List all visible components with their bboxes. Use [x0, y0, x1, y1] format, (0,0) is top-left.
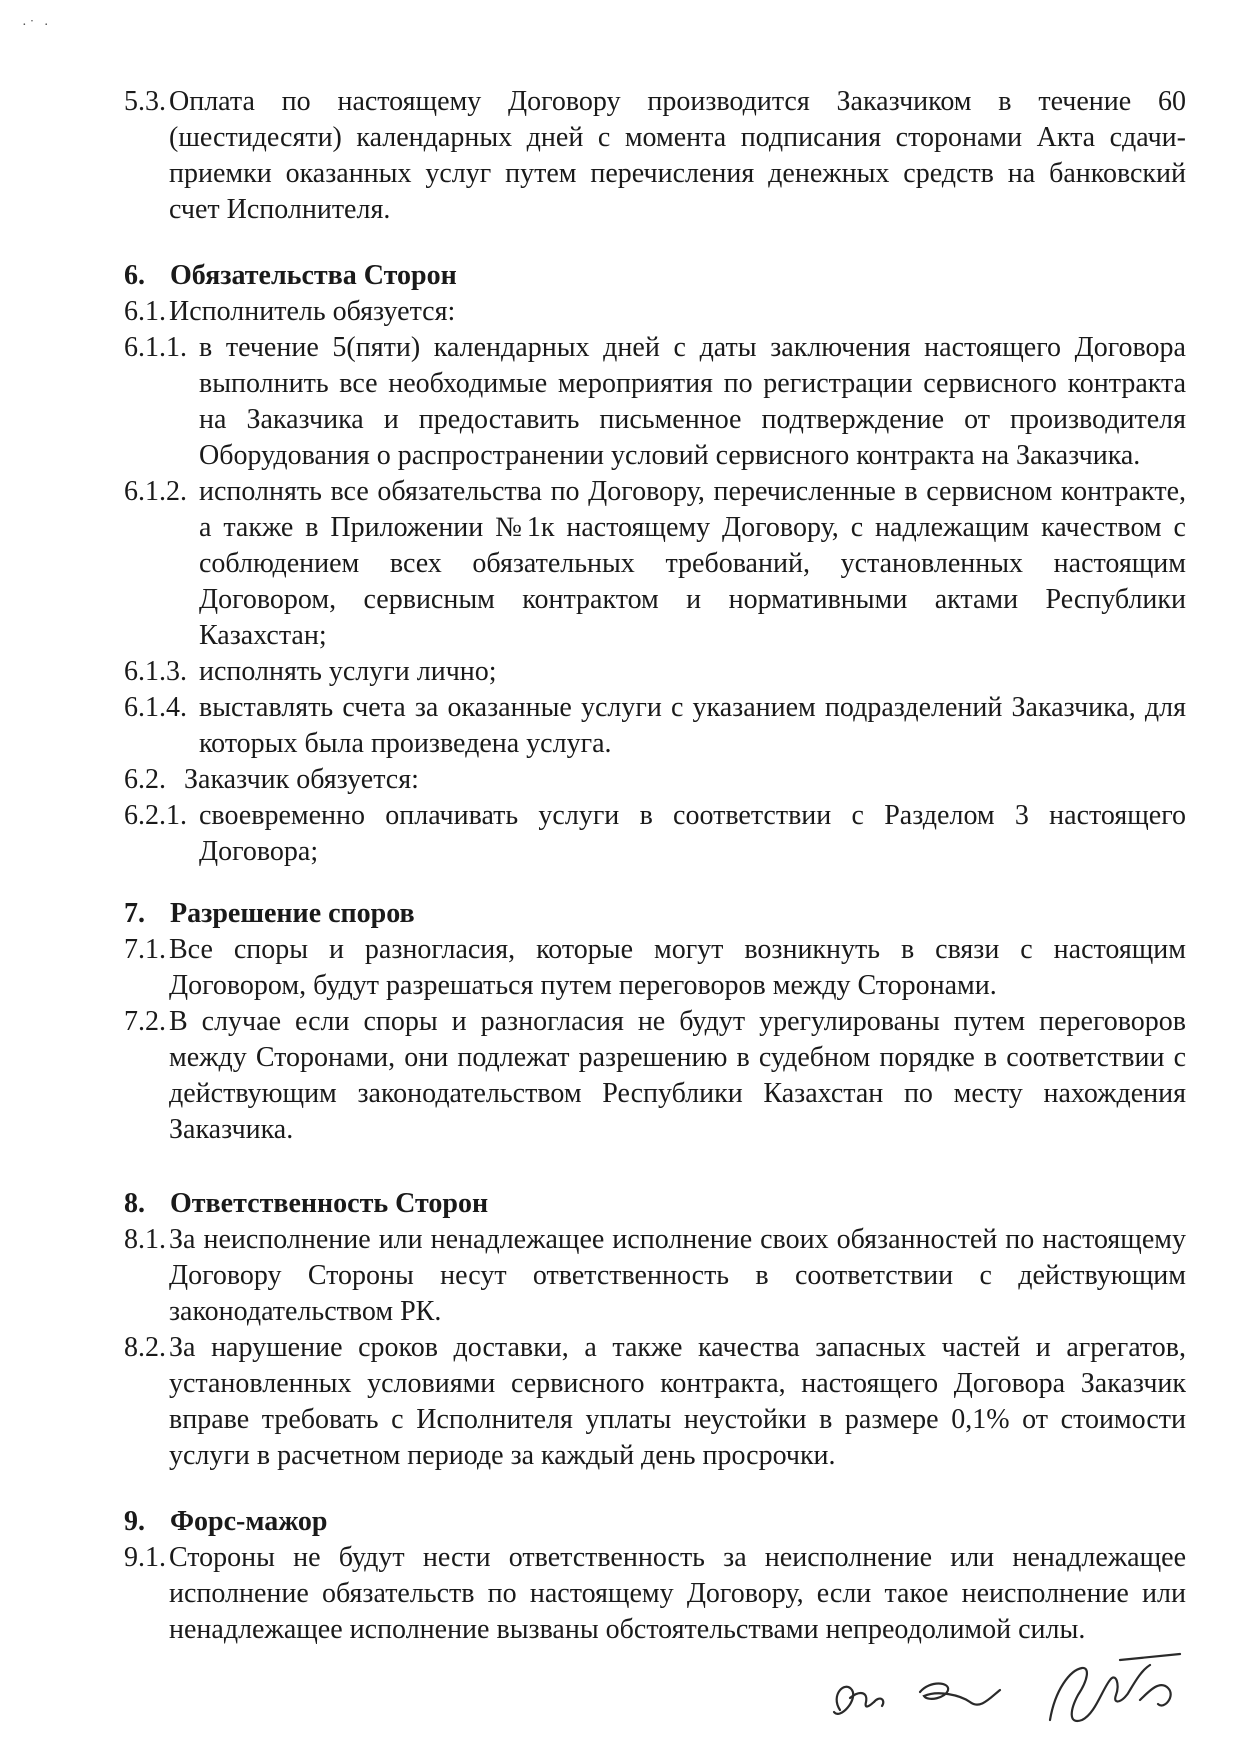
section-title: Ответственность Сторон [170, 1188, 489, 1219]
clause-number: 8.2. [124, 1332, 166, 1363]
clause-text: В случае если споры и разногласия не будут урегулированы путем переговоров между Сторонами, они подлежат разрешению в судебном порядке в соответствии с действующим законодательством Республики Казахстан по месту нахождения Заказчика. [169, 1006, 1186, 1145]
section-number: 8. [124, 1188, 145, 1219]
clause-number: 6.1.4. [124, 692, 187, 723]
clause-number: 8.1. [124, 1224, 166, 1255]
section-heading-8 [124, 1186, 1186, 1222]
clause-number: 7.2. [124, 1006, 166, 1037]
clause-6-1-3 [124, 654, 1186, 690]
section-title: Разрешение споров [170, 898, 415, 929]
clause-text: Оплата по настоящему Договору производится Заказчиком в течение 60 (шестидесяти) календарных дней с момента подписания сторонами Акта сдачи-приемки оказанных услуг путем перечисления денежных средств на банковский счет Исполнителя. [169, 86, 1186, 225]
clause-text: Стороны не будут нести ответственность за неисполнение или ненадлежащее исполнение обязательств по настоящему Договору, если такое неисполнение или ненадлежащее исполнение вызваны обстоятельствами непреодолимой силы. [169, 1542, 1186, 1645]
clause-number: 6.1.2. [124, 476, 187, 507]
signature-initial-2 [920, 1684, 1000, 1705]
clause-text: Все споры и разногласия, которые могут возникнуть в связи с настоящим Договором, будут разрешаться путем переговоров между Сторонами. [169, 934, 1186, 1001]
clause-text: своевременно оплачивать услуги в соответствии с Разделом 3 настоящего Договора; [199, 800, 1186, 867]
signature-initial-1 [834, 1687, 883, 1714]
clause-8-2 [124, 1330, 1186, 1474]
section-heading-9 [124, 1504, 1186, 1540]
clause-6-1 [124, 294, 1186, 330]
clause-6-2-1 [124, 798, 1186, 870]
clause-5-3 [124, 84, 1186, 228]
section-number: 6. [124, 260, 145, 291]
clause-number: 9.1. [124, 1542, 166, 1573]
clause-text: Заказчик обязуется: [184, 764, 419, 795]
section-title: Обязательства Сторон [170, 260, 457, 291]
clause-9-1 [124, 1540, 1186, 1648]
clause-7-2 [124, 1004, 1186, 1148]
section-heading-7 [124, 896, 1186, 932]
clause-8-1 [124, 1222, 1186, 1330]
clause-text: исполнять все обязательства по Договору, перечисленные в сервисном контракте, а также в Приложении №1к настоящему Договору, с надлежащим качеством с соблюдением всех обязательных требований, установленных настоящим Договором, сервисным контрактом и нормативными актами Республики Казахстан; [199, 476, 1186, 651]
section-heading-6 [124, 258, 1186, 294]
clause-6-1-1 [124, 330, 1186, 474]
scan-specks: ·˙ · [22, 18, 52, 33]
clause-text: За нарушение сроков доставки, а также качества запасных частей и агрегатов, установленных условиями сервисного контракта, настоящего Договора Заказчик вправе требовать с Исполнителя уплаты неустойки в размере 0,1% от стоимости услуги в расчетном периоде за каждый день просрочки. [169, 1332, 1186, 1471]
clause-number: 6.1.1. [124, 332, 187, 363]
clause-text: выставлять счета за оказанные услуги с указанием подразделений Заказчика, для которых была произведена услуга. [199, 692, 1186, 759]
signatures [820, 1640, 1220, 1740]
clause-6-1-2 [124, 474, 1186, 654]
clause-number: 6.2. [124, 764, 166, 795]
clause-text: в течение 5(пяти) календарных дней с даты заключения настоящего Договора выполнить все необходимые мероприятия по регистрации сервисного контракта на Заказчика и предоставить письменное подтверждение от производителя Оборудования о распространении условий сервисного контракта на Заказчика. [199, 332, 1186, 471]
clause-number: 6.1.3. [124, 656, 187, 687]
document-body [124, 84, 1186, 1648]
clause-6-1-4 [124, 690, 1186, 762]
section-number: 9. [124, 1506, 145, 1537]
clause-6-2 [124, 762, 1186, 798]
section-number: 7. [124, 898, 145, 929]
clause-text: За неисполнение или ненадлежащее исполнение своих обязанностей по настоящему Договору Стороны несут ответственность в соответствии с действующим законодательством РК. [169, 1224, 1186, 1327]
clause-text: исполнять услуги лично; [199, 656, 497, 687]
clause-number: 7.1. [124, 934, 166, 965]
signature-main [1050, 1654, 1180, 1721]
clause-7-1 [124, 932, 1186, 1004]
clause-number: 6.2.1. [124, 800, 187, 831]
clause-text: Исполнитель обязуется: [169, 296, 456, 327]
clause-number: 6.1. [124, 296, 166, 327]
section-title: Форс-мажор [170, 1506, 328, 1537]
clause-number: 5.3. [124, 86, 166, 117]
